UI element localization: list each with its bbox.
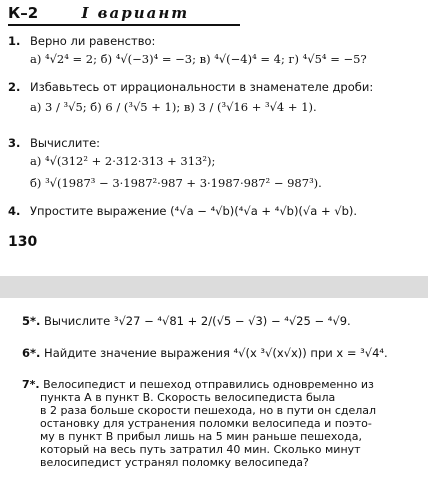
task-7-line: в 2 раза больше скорости пешехода, но в пути он сделал: [40, 404, 377, 417]
task-6: 6*. Найдите значение выражения ⁴√(x ³√(x√x)) при x = ³√4⁴.: [22, 346, 388, 360]
task-3-option-b: б) ³√(1987³ − 3·1987²·987 + 3·1987·987² − 987³).: [30, 176, 322, 190]
task-3-option-a: а) ⁴√(312² + 2·312·313 + 313²);: [30, 154, 216, 168]
task-5: 5*. Вычислите ³√27 − ⁴√81 + 2/(√5 − √3) − ⁴√25 − ⁴√9.: [22, 314, 351, 328]
task-7-line: велосипедист устранял поломку велосипеда?: [40, 456, 309, 469]
worksheet-header: [8, 4, 189, 22]
task-7-line: пункта A в пункт B. Скорость велосипедиста была: [40, 391, 336, 404]
task-7-line: му в пункт B прибыл лишь на 5 мин раньше пешехода,: [40, 430, 362, 443]
task-7-line: который на весь путь затратил 40 мин. Сколько минут: [40, 443, 361, 456]
bottom-page: [0, 298, 428, 480]
task-7: [22, 378, 422, 469]
task-2-question: 2. Избавьтесь от иррациональности в знаменателе дроби:: [8, 80, 374, 94]
page-number: 130: [8, 234, 38, 250]
worksheet-code: К–2: [8, 4, 39, 22]
task-4-question: 4. Упростите выражение (⁴√a − ⁴√b)(⁴√a + ⁴√b)(√a + √b).: [8, 204, 358, 218]
task-1-question: 1. Верно ли равенство:: [8, 34, 156, 48]
task-2-options: а) 3 / ³√5; б) 6 / (³√5 + 1); в) 3 / (³√16 + ³√4 + 1).: [30, 100, 317, 114]
header-rule: [8, 24, 240, 26]
page-separator: [0, 276, 428, 298]
task-7-line: 7*. Велосипедист и пешеход отправились одновременно из: [22, 378, 374, 391]
task-7-line: остановку для устранения поломки велосипеда и поэто-: [40, 417, 372, 430]
variant-title: I вариант: [81, 4, 190, 22]
task-3-question: 3. Вычислите:: [8, 136, 101, 150]
task-1-options: а) ⁴√2⁴ = 2; б) ⁴√(−3)⁴ = −3; в) ⁴√(−4)⁴ = 4; г) ⁴√5⁴ = −5?: [30, 52, 367, 66]
